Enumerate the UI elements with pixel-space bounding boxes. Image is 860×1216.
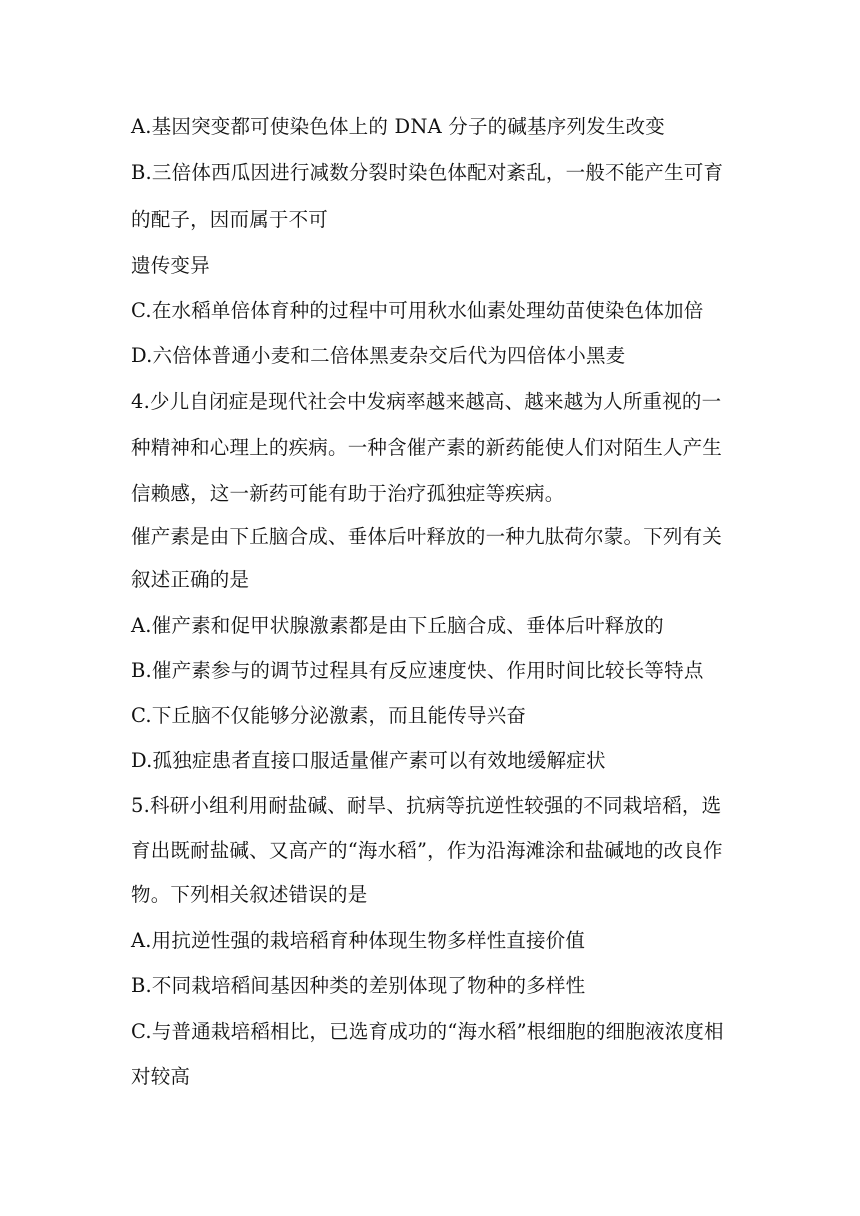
option-5a: A.用抗逆性强的栽培稻育种体现生物多样性直接价值 (131, 929, 586, 952)
option-3c: C.在水稻单倍体育种的过程中可用秋水仙素处理幼苗使染色体加倍 (131, 299, 704, 322)
question-4-line-1: 4.少儿自闭症是现代社会中发病率越来越高、越来越为人所重视的一 (131, 390, 722, 413)
option-3a: A.基因突变都可使染色体上的 DNA 分子的碱基序列发生改变 (131, 115, 665, 138)
question-5-line-2: 育出既耐盐碱、又高产的“海水稻”，作为沿海滩涂和盐碱地的改良作 (131, 839, 723, 862)
question-4-line-3: 信赖感，这一新药可能有助于治疗孤独症等疾病。 (131, 482, 565, 505)
option-4d: D.孤独症患者直接口服适量催产素可以有效地缓解症状 (131, 749, 606, 772)
option-3b-line-1: B.三倍体西瓜因进行减数分裂时染色体配对紊乱，一般不能产生可育 (131, 161, 724, 184)
question-4-line-5: 叙述正确的是 (131, 568, 250, 591)
question-5-line-1: 5.科研小组利用耐盐碱、耐旱、抗病等抗逆性较强的不同栽培稻，选 (131, 794, 722, 817)
question-4-line-2: 种精神和心理上的疾病。一种含催产素的新药能使人们对陌生人产生 (131, 436, 723, 459)
option-5c-line-1: C.与普通栽培稻相比，已选育成功的“海水稻”根细胞的细胞液浓度相 (131, 1020, 724, 1043)
option-5c-line-2: 对较高 (131, 1065, 191, 1088)
option-3b-line-2: 的配子，因而属于不可 (131, 208, 329, 231)
question-5-line-3: 物。下列相关叙述错误的是 (131, 883, 368, 906)
option-3d: D.六倍体普通小麦和二倍体黑麦杂交后代为四倍体小黑麦 (131, 344, 626, 367)
option-3b-line-3: 遗传变异 (131, 254, 210, 277)
option-4a: A.催产素和促甲状腺激素都是由下丘脑合成、垂体后叶释放的 (131, 614, 664, 637)
question-4-line-4: 催产素是由下丘脑合成、垂体后叶释放的一种九肽荷尔蒙。下列有关 (131, 525, 723, 548)
option-4b: B.催产素参与的调节过程具有反应速度快、作用时间比较长等特点 (131, 659, 704, 682)
option-4c: C.下丘脑不仅能够分泌激素，而且能传导兴奋 (131, 704, 527, 727)
option-5b: B.不同栽培稻间基因种类的差别体现了物种的多样性 (131, 974, 586, 997)
